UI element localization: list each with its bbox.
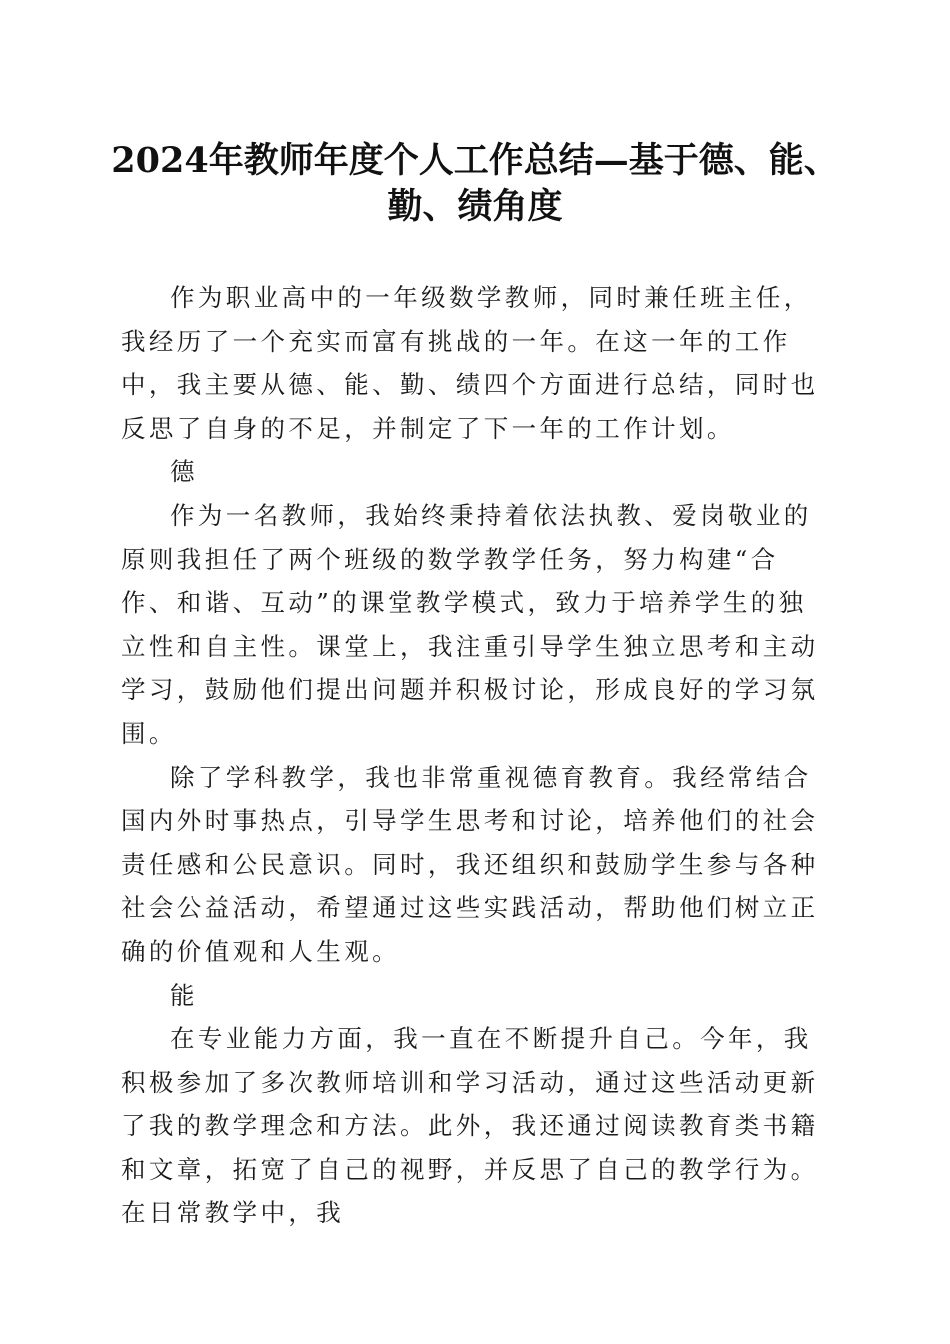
document-body [121, 276, 829, 1235]
paragraph-intro: 作为职业高中的一年级数学教师，同时兼任班主任，我经历了一个充实而富有挑战的一年。在这一年的工作中，我主要从德、能、勤、绩四个方面进行总结，同时也反思了自身的不足，并制定了下一年的工作计划。 [121, 283, 819, 443]
paragraph-de-1: 作为一名教师，我始终秉持着依法执教、爱岗敬业的原则我担任了两个班级的数学教学任务，努力构建“合作、和谐、互动”的课堂教学模式，致力于培养学生的独立性和自主性。课堂上，我注重引导学生独立思考和主动学习，鼓励他们提出问题并积极讨论，形成良好的学习氛围。 [121, 500, 819, 748]
section-heading-neng: 能 [170, 980, 198, 1010]
section-heading-de: 德 [170, 457, 198, 487]
document-title: 2024年教师年度个人工作总结—基于德、能、勤、绩角度 [111, 140, 839, 227]
paragraph-neng-1: 在专业能力方面，我一直在不断提升自己。今年，我积极参加了多次教师培训和学习活动，通过这些活动更新了我的教学理念和方法。此外，我还通过阅读教育类书籍和文章，拓宽了自己的视野，并反思了自己的教学行为。在日常教学中，我 [121, 1024, 819, 1228]
paragraph-de-2: 除了学科教学，我也非常重视德育教育。我经常结合国内外时事热点，引导学生思考和讨论，培养他们的社会责任感和公民意识。同时，我还组织和鼓励学生参与各种社会公益活动，希望通过这些实践活动，帮助他们树立正确的价值观和人生观。 [121, 762, 819, 966]
